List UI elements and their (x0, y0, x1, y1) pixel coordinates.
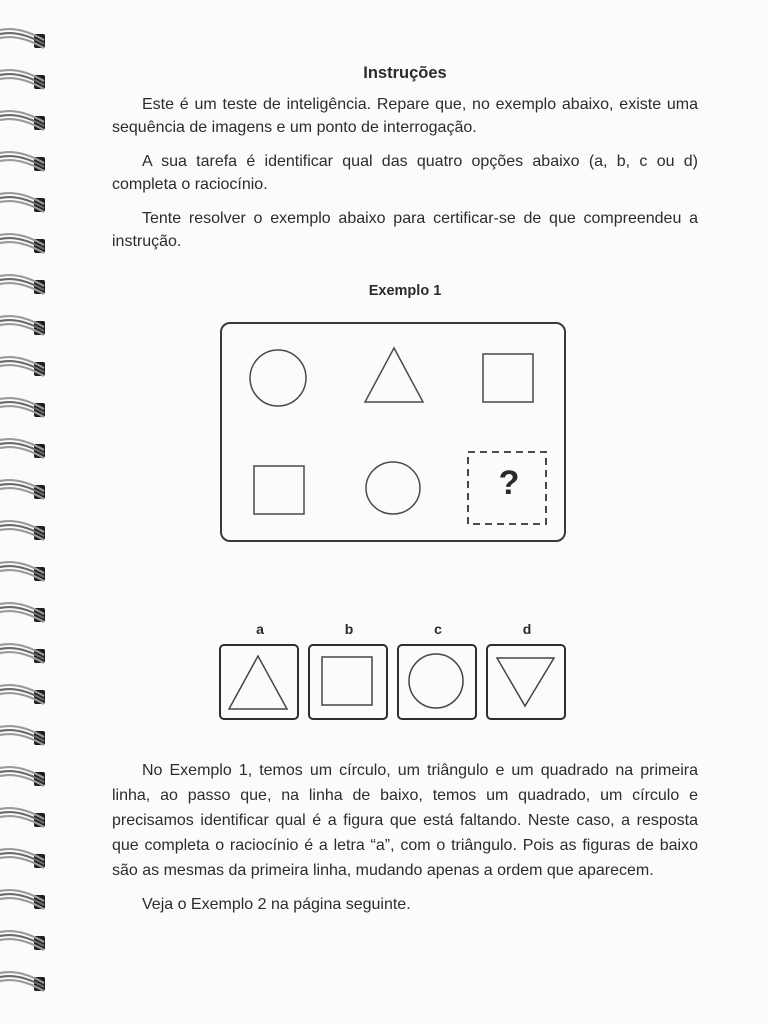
spiral-ring (0, 193, 45, 212)
spiral-ring (0, 890, 45, 909)
spiral-ring (0, 603, 45, 622)
example-title: Exemplo 1 (368, 283, 442, 299)
option-label-c: c (434, 621, 442, 637)
spiral-ring (0, 439, 45, 458)
matrix-triangle-icon (365, 348, 423, 402)
triangle-icon (229, 656, 287, 709)
option-label-a: a (256, 621, 264, 637)
spiral-ring (0, 726, 45, 745)
spiral-ring (0, 849, 45, 868)
question-mark: ? (498, 464, 520, 502)
intro-paragraph-1: Este é um teste de inteligência. Repare que, no exemplo abaixo, existe uma sequência de imagens e um ponto de interrogação. (112, 96, 698, 136)
spiral-ring (0, 152, 45, 171)
spiral-ring (0, 562, 45, 581)
intro-paragraph-3: Tente resolver o exemplo abaixo para certificar-se de que compreendeu a instrução. (112, 210, 698, 250)
spiral-ring (0, 644, 45, 663)
spiral-ring (0, 398, 45, 417)
spiral-ring (0, 808, 45, 827)
matrix-square-icon (254, 466, 304, 514)
spiral-ring (0, 972, 45, 991)
spiral-binding (0, 20, 52, 1010)
option-d (486, 644, 566, 720)
page-content (112, 64, 698, 913)
matrix-square-icon (483, 354, 533, 402)
matrix-circle-icon (366, 462, 420, 514)
square-icon (322, 657, 372, 705)
option-b (308, 644, 388, 720)
matrix-circle-icon (250, 350, 306, 406)
next-example-note: Veja o Exemplo 2 na página seguinte. (142, 896, 411, 913)
explanation (112, 758, 698, 926)
option-c (397, 644, 477, 720)
inverted-triangle-icon (497, 658, 554, 706)
spiral-ring (0, 29, 45, 48)
spiral-ring (0, 111, 45, 130)
spiral-ring (0, 357, 45, 376)
option-a (219, 644, 299, 720)
spiral-ring (0, 931, 45, 950)
option-labels (112, 621, 698, 641)
example-matrix (220, 322, 566, 542)
spiral-ring (0, 767, 45, 786)
spiral-ring (0, 275, 45, 294)
circle-icon (409, 654, 463, 708)
spiral-ring (0, 234, 45, 253)
spiral-ring (0, 685, 45, 704)
spiral-ring (0, 521, 45, 540)
spiral-ring (0, 316, 45, 335)
option-label-b: b (344, 621, 354, 637)
explanation-paragraph: No Exemplo 1, temos um círculo, um triângulo e um quadrado na primeira linha, ao passo que, na linha de baixo, temos um quadrado, um círculo e precisamos identificar qual é a figura que está faltando. Neste caso, a resposta que completa o raciocínio é a letra “a”, com o triângulo. Pois as figuras de baixo são as mesmas da primeira linha, mudando apenas a ordem que aparecem. (112, 762, 698, 879)
intro-paragraph-2: A sua tarefa é identificar qual das quatro opções abaixo (a, b, c ou d) completa o raciocínio. (112, 153, 698, 193)
option-label-d: d (522, 621, 532, 637)
spiral-ring (0, 70, 45, 89)
spiral-ring (0, 480, 45, 499)
page-title: Instruções (363, 64, 447, 82)
